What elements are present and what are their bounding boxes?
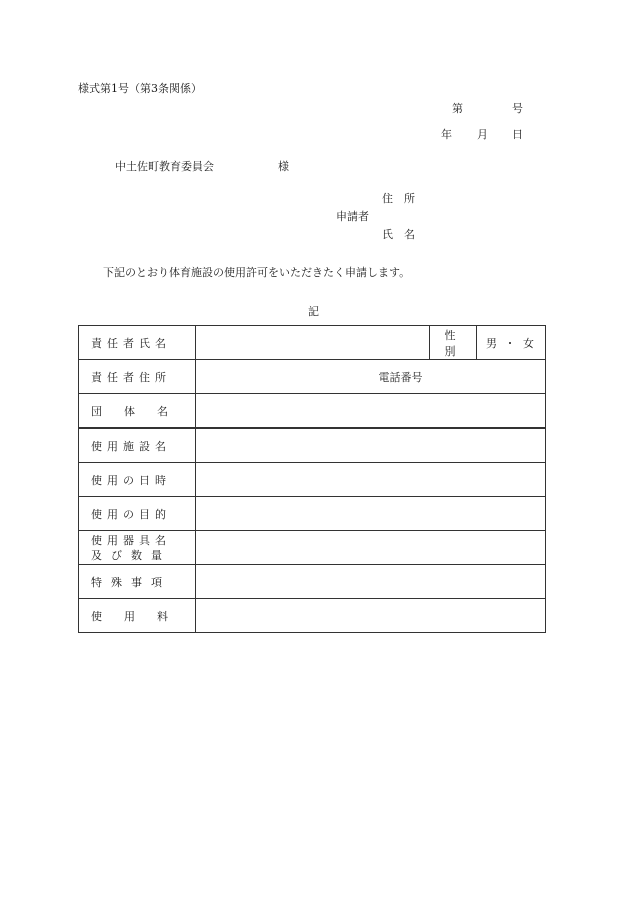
date-year: 年 (441, 128, 452, 141)
table-row (79, 497, 546, 531)
label-facility-name: 使用施設名 (79, 428, 196, 463)
application-form-table (78, 325, 546, 633)
form-number: 様式第1号（第3条関係） (78, 82, 202, 95)
label-equipment (79, 531, 196, 565)
table-row (79, 360, 546, 394)
table-row (79, 326, 546, 360)
field-special-notes[interactable] (196, 565, 546, 599)
table-row (79, 394, 546, 429)
table-row (79, 463, 546, 497)
table-row (79, 428, 546, 463)
field-usage-fee[interactable] (196, 599, 546, 633)
label-equipment-line1: 使用器具名 (91, 533, 171, 547)
label-usage-fee: 使 用 料 (79, 599, 196, 633)
label-usage-purpose: 使用の目的 (79, 497, 196, 531)
applicant-role-label: 申請者 (336, 210, 369, 223)
field-organization-name[interactable] (196, 394, 546, 429)
addressee-honorific: 様 (278, 160, 289, 173)
label-responsible-address: 責任者住所 (79, 360, 196, 394)
doc-number-suffix: 号 (512, 102, 523, 115)
gender-choice[interactable]: 男 ・ 女 (477, 326, 546, 360)
field-facility-name[interactable] (196, 428, 546, 463)
field-usage-purpose[interactable] (196, 497, 546, 531)
request-statement: 下記のとおり体育施設の使用許可をいただきたく申請します。 (103, 266, 411, 279)
phone-label: 電話番号 (378, 370, 423, 384)
date-month: 月 (477, 128, 488, 141)
table-row (79, 599, 546, 633)
field-equipment[interactable] (196, 531, 546, 565)
label-special-notes: 特殊事項 (79, 565, 196, 599)
field-responsible-name[interactable] (196, 326, 430, 360)
label-responsible-name: 責任者氏名 (79, 326, 196, 360)
table-row (79, 531, 546, 565)
label-gender: 性 別 (430, 326, 477, 360)
doc-number-prefix: 第 (452, 102, 463, 115)
applicant-address-label: 住 所 (382, 192, 415, 205)
ki-heading: 記 (308, 305, 319, 318)
applicant-name-label: 氏 名 (382, 228, 415, 241)
label-organization-name: 団 体 名 (79, 394, 196, 429)
label-usage-datetime: 使用の日時 (79, 463, 196, 497)
label-equipment-line2: 及び数量 (91, 548, 171, 562)
table-row (79, 565, 546, 599)
addressee-name: 中土佐町教育委員会 (115, 160, 214, 173)
field-usage-datetime[interactable] (196, 463, 546, 497)
field-responsible-address[interactable] (196, 360, 546, 394)
date-day: 日 (512, 128, 523, 141)
